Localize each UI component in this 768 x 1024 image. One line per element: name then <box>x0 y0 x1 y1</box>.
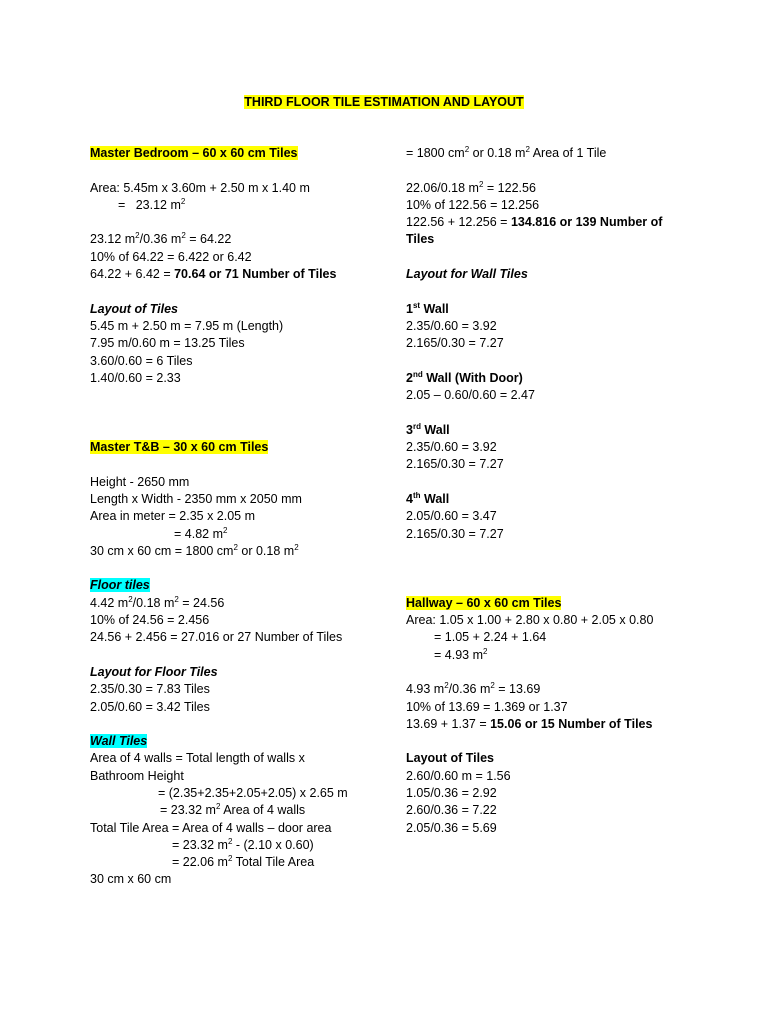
wall-3-line: 2.165/0.30 = 7.27 <box>406 457 504 472</box>
superscript: 2 <box>233 542 238 552</box>
wall-calc1-b: = 122.56 <box>483 180 536 195</box>
floor-calc3: 24.56 + 2.456 = 27.016 or 27 Number of Tiles <box>90 630 343 645</box>
mb-layout-item: 3.60/0.60 = 6 Tiles <box>90 353 193 368</box>
superscript: 2 <box>223 525 228 535</box>
wall-2-line: 2.05 – 0.60/0.60 = 2.47 <box>406 388 535 403</box>
superscript: 2 <box>227 836 233 846</box>
tb-area-m: Area in meter = 2.35 x 2.05 m <box>90 509 256 524</box>
tb-tile-size-a: 30 cm x 60 cm = 1800 cm <box>90 543 234 558</box>
wall-line6-b: - (2.10 x 0.60) <box>232 837 314 852</box>
wall-line1: Area of 4 walls = Total length of walls x <box>90 751 305 766</box>
tile-area-line <box>406 145 706 162</box>
wall-tiles-heading <box>90 733 390 750</box>
ordinal-sup: st <box>412 300 421 310</box>
wall-3-heading <box>406 422 706 439</box>
hall-layout-item: 2.05/0.36 = 5.69 <box>406 820 497 835</box>
hall-calc1-a: 4.93 m <box>406 682 445 697</box>
hall-calc3-pre: 13.69 + 1.37 = <box>406 716 491 731</box>
superscript: 2 <box>181 231 186 241</box>
mb-calc3-result: 70.64 or 71 Number of Tiles <box>174 267 337 282</box>
hall-calc3-result: 15.06 or 15 Number of Tiles <box>490 716 653 731</box>
document-title <box>0 94 768 111</box>
mb-layout-item: 1.40/0.60 = 2.33 <box>90 370 181 385</box>
wall-label: Wall <box>420 491 450 506</box>
tile-area-c: Area of 1 Tile <box>529 146 607 160</box>
master-bedroom-heading <box>90 145 390 162</box>
wall-label: Wall <box>420 422 450 437</box>
master-bedroom-heading-text: Master Bedroom – 60 x 60 cm Tiles <box>90 146 298 160</box>
tile-area-b: or 0.18 m <box>469 146 526 160</box>
wall-line4-a: = 23.32 m <box>160 803 216 818</box>
hall-area3-text: = 4.93 m <box>434 647 483 662</box>
mb-calc2: 10% of 64.22 = 6.422 or 6.42 <box>90 249 252 264</box>
superscript: 2 <box>180 196 186 206</box>
mb-area-line2 <box>90 197 390 214</box>
mb-layout-heading: Layout of Tiles <box>90 301 178 316</box>
superscript: 2 <box>294 542 299 552</box>
superscript: 2 <box>444 681 449 691</box>
wall-num: 3 <box>406 422 413 437</box>
tile-area-a: = 1800 cm <box>406 146 465 160</box>
mb-calc3 <box>90 266 390 283</box>
hall-calc1 <box>406 681 706 698</box>
wall-line4 <box>90 802 390 819</box>
hallway-heading-text: Hallway – 60 x 60 cm Tiles <box>406 595 562 610</box>
hall-calc1-b: /0.36 m <box>448 682 491 697</box>
superscript: 2 <box>464 145 470 154</box>
master-tb-heading <box>90 439 390 456</box>
floor-tiles-heading-text: Floor tiles <box>90 578 150 593</box>
wall-line6-a: = 23.32 m <box>172 837 228 852</box>
hall-layout-item: 2.60/0.36 = 7.22 <box>406 803 497 818</box>
layout-floor-item: 2.35/0.30 = 7.83 Tiles <box>90 682 210 697</box>
wall-calc3-pre: 122.56 + 12.256 = <box>406 215 511 230</box>
wall-line8: 30 cm x 60 cm <box>90 872 172 887</box>
wall-num: 1 <box>406 301 413 316</box>
wall-1-line: 2.165/0.30 = 7.27 <box>406 336 504 351</box>
wall-calc1-a: 22.06/0.18 m <box>406 180 479 195</box>
wall-line4-b: Area of 4 walls <box>220 803 306 818</box>
superscript: 2 <box>174 594 179 604</box>
wall-line3: = (2.35+2.35+2.05+2.05) x 2.65 m <box>158 785 348 800</box>
tb-area-val <box>90 526 390 543</box>
wall-4-heading <box>406 491 706 508</box>
left-column <box>90 145 390 889</box>
tb-tile-size <box>90 543 390 560</box>
floor-calc2: 10% of 24.56 = 2.456 <box>90 613 210 628</box>
hall-calc2: 10% of 13.69 = 1.369 or 1.37 <box>406 699 568 714</box>
hall-area2: = 1.05 + 2.24 + 1.64 <box>434 630 547 645</box>
mb-layout-item: 5.45 m + 2.50 m = 7.95 m (Length) <box>90 318 284 333</box>
right-column <box>406 145 706 837</box>
mb-calc1-b: /0.36 m <box>139 232 182 247</box>
wall-calc3-cont: Tiles <box>406 232 435 247</box>
superscript: 2 <box>478 179 484 189</box>
wall-line2: Bathroom Height <box>90 768 184 783</box>
wall-num: 4 <box>406 491 413 506</box>
mb-area-line1: Area: 5.45m x 3.60m + 2.50 m x 1.40 m <box>90 180 310 195</box>
wall-4-line: 2.165/0.30 = 7.27 <box>406 526 504 541</box>
wall-3-line: 2.35/0.60 = 3.92 <box>406 440 497 455</box>
floor-calc1-c: = 24.56 <box>178 595 225 610</box>
wall-2-heading <box>406 370 706 387</box>
tb-tile-size-b: or 0.18 m <box>237 543 295 558</box>
tb-height: Height - 2650 mm <box>90 474 190 489</box>
wall-calc3 <box>406 214 706 231</box>
wall-line7-a: = 22.06 m <box>172 855 228 870</box>
ordinal-sup: rd <box>412 421 421 431</box>
wall-line6 <box>90 837 390 854</box>
wall-calc2: 10% of 122.56 = 12.256 <box>406 197 540 212</box>
ordinal-sup: nd <box>412 369 423 379</box>
mb-area-value: = 23.12 m <box>118 197 181 212</box>
superscript: 2 <box>490 681 495 691</box>
ordinal-sup: th <box>412 490 421 500</box>
floor-tiles-heading <box>90 577 390 594</box>
wall-1-heading <box>406 301 706 318</box>
hall-layout-heading: Layout of Tiles <box>406 751 494 766</box>
wall-label: Wall <box>420 301 449 316</box>
layout-wall-heading: Layout for Wall Tiles <box>406 267 528 282</box>
wall-line7 <box>90 854 390 871</box>
hall-calc1-c: = 13.69 <box>494 682 541 697</box>
hall-layout-item: 1.05/0.36 = 2.92 <box>406 785 497 800</box>
wall-label: Wall (With Door) <box>422 370 523 385</box>
superscript: 2 <box>227 854 233 864</box>
hall-layout-item: 2.60/0.60 m = 1.56 <box>406 768 511 783</box>
superscript: 2 <box>128 594 133 604</box>
hall-area3 <box>406 647 706 664</box>
mb-layout-item: 7.95 m/0.60 m = 13.25 Tiles <box>90 336 245 351</box>
hall-area1: Area: 1.05 x 1.00 + 2.80 x 0.80 + 2.05 x 0.80 <box>406 613 654 628</box>
tb-lxw: Length x Width - 2350 mm x 2050 mm <box>90 491 302 506</box>
superscript: 2 <box>525 145 530 154</box>
tb-area-val-text: = 4.82 m <box>174 526 223 541</box>
wall-calc3-result: 134.816 or 139 Number of <box>510 215 663 230</box>
mb-calc1-c: = 64.22 <box>185 232 232 247</box>
mb-calc1-a: 23.12 m <box>90 232 136 247</box>
wall-calc1 <box>406 180 706 197</box>
floor-calc1-b: /0.18 m <box>132 595 175 610</box>
layout-floor-item: 2.05/0.60 = 3.42 Tiles <box>90 699 210 714</box>
hallway-heading <box>406 595 706 612</box>
mb-calc1 <box>90 231 390 248</box>
wall-4-line: 2.05/0.60 = 3.47 <box>406 509 497 524</box>
superscript: 2 <box>215 802 221 812</box>
wall-line7-b: Total Tile Area <box>232 855 315 870</box>
layout-floor-heading: Layout for Floor Tiles <box>90 664 218 679</box>
superscript: 2 <box>483 646 488 656</box>
wall-1-line: 2.35/0.60 = 3.92 <box>406 318 497 333</box>
wall-line5: Total Tile Area = Area of 4 walls – door area <box>90 820 332 835</box>
floor-calc1-a: 4.42 m <box>90 595 129 610</box>
master-tb-heading-text: Master T&B – 30 x 60 cm Tiles <box>90 440 269 455</box>
mb-calc3-pre: 64.22 + 6.42 = <box>90 267 175 282</box>
hall-calc3 <box>406 716 706 733</box>
wall-num: 2 <box>406 370 413 385</box>
wall-tiles-heading-text: Wall Tiles <box>90 734 148 749</box>
floor-calc1 <box>90 595 390 612</box>
document-title-text: THIRD FLOOR TILE ESTIMATION AND LAYOUT <box>244 95 524 109</box>
superscript: 2 <box>135 231 140 241</box>
